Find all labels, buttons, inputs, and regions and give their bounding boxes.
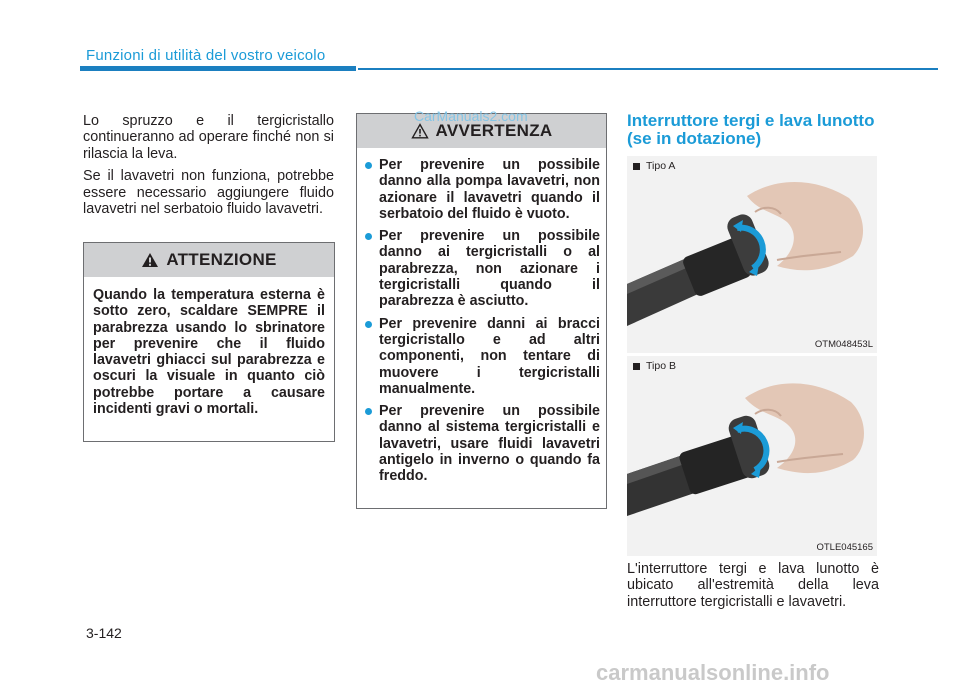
type-a-text: Tipo A [646, 160, 676, 172]
section-title: Funzioni di utilità del vostro veicolo [86, 47, 326, 64]
paragraph-spray: Lo spruzzo e il tergicristallo continueranno ad operare finché non si rilascia la leva. [83, 113, 334, 162]
square-bullet-icon [633, 363, 640, 370]
avvertenza-box [356, 113, 607, 509]
attenzione-header [84, 243, 334, 277]
bullet-icon [365, 233, 372, 240]
attenzione-text: Quando la temperatura esterna è sotto zero, scaldare SEMPRE il parabrezza usando lo sbrinatore per prevenire che il fluido lavavetri ghiacci sul parabrezza e oscuri la visuale in quanto ciò potrebbe portare a causare incidenti gravi o mortali. [93, 287, 325, 418]
bullet-icon [365, 321, 372, 328]
avvertenza-item [365, 228, 600, 309]
page-number: 3-142 [86, 625, 122, 641]
figure-type-a [627, 156, 877, 353]
figure-type-b [627, 356, 877, 556]
heading-line-1: Interruttore tergi e lava lunotto [627, 111, 875, 130]
switch-description: L'interruttore tergi e lava lunotto è ubicato all'estremità della leva interruttore tergicristalli e lavavetri. [627, 561, 879, 610]
warning-icon [141, 252, 159, 268]
watermark-bottom: carmanualsonline.info [596, 660, 830, 685]
header-rule-thick [80, 66, 356, 71]
type-b-label [633, 360, 676, 372]
wiper-lever-illustration [627, 156, 877, 353]
warning-outline-icon [411, 123, 429, 139]
rear-wiper-heading [627, 112, 887, 148]
avvertenza-item [365, 316, 600, 397]
avvertenza-item [365, 403, 600, 484]
wiper-lever-illustration [627, 356, 877, 556]
attenzione-title: ATTENZIONE [166, 250, 277, 269]
avvertenza-item [365, 157, 600, 222]
watermark-top: CarManuals2.com [414, 108, 528, 124]
avvertenza-item-text: Per prevenire un possibile danno al sistema tergicristalli e lavavetri, usare fluidi lavavetri antigelo in inverno o quando fa freddo. [379, 403, 600, 485]
type-b-text: Tipo B [646, 360, 676, 372]
figure-code-b: OTLE045165 [816, 542, 873, 553]
bullet-icon [365, 162, 372, 169]
avvertenza-body [357, 148, 606, 485]
avvertenza-list [365, 157, 600, 485]
avvertenza-item-text: Per prevenire un possibile danno alla pompa lavavetri, non azionare il lavavetri quando il serbatoio del fluido è vuoto. [379, 157, 600, 222]
attenzione-box [83, 242, 335, 442]
square-bullet-icon [633, 163, 640, 170]
bullet-icon [365, 408, 372, 415]
type-a-label [633, 160, 675, 172]
column-1 [83, 113, 334, 223]
avvertenza-title: AVVERTENZA [435, 121, 553, 140]
figure-code-a: OTM048453L [814, 339, 873, 350]
header-rule-thin [358, 68, 938, 70]
avvertenza-item-text: Per prevenire un possibile danno ai tergicristalli o al parabrezza, non azionare i tergicristalli quando il parabrezza è asciutto. [379, 228, 600, 310]
avvertenza-item-text: Per prevenire danni ai bracci tergicristallo e ad altri componenti, non tentare di muovere i tergicristalli manualmente. [379, 315, 600, 397]
paragraph-washer-fluid: Se il lavavetri non funziona, potrebbe essere necessario aggiungere fluido lavavetri nel serbatoio fluido lavavetri. [83, 168, 334, 218]
heading-line-2: (se in dotazione) [627, 129, 762, 148]
